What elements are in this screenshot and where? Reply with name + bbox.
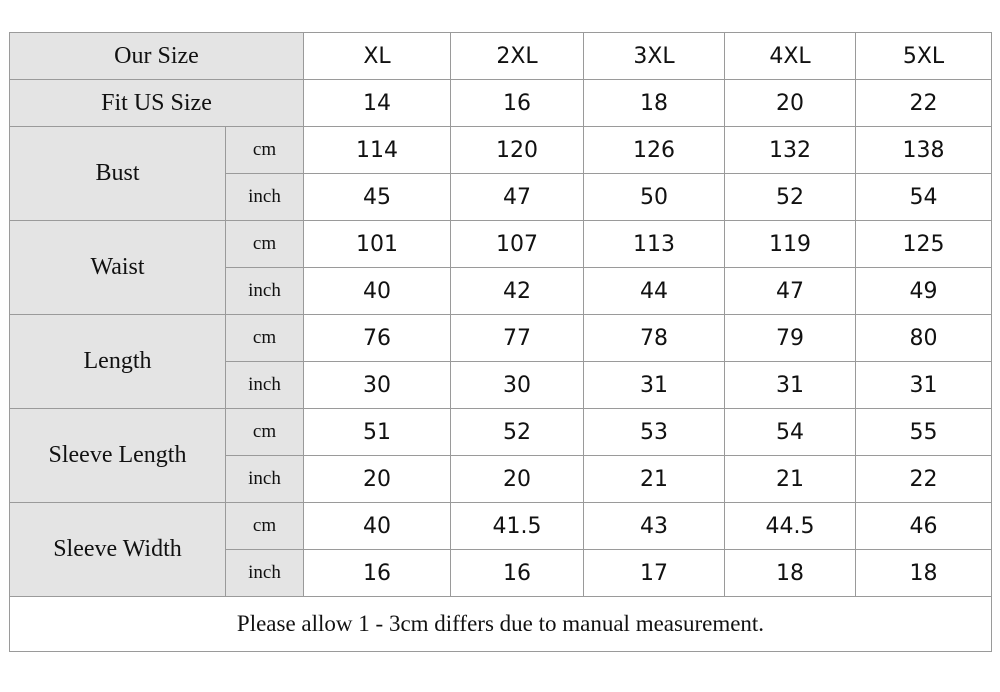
unit-label: inch (226, 268, 304, 315)
size-header-cell: 4XL (725, 33, 856, 80)
measurement-value-cell: 52 (451, 409, 584, 456)
measurement-value-cell: 46 (856, 503, 992, 550)
measurement-value-cell: 20 (304, 456, 451, 503)
measurement-value-cell: 51 (304, 409, 451, 456)
measurement-value-cell: 31 (856, 362, 992, 409)
us-size-cell: 14 (304, 80, 451, 127)
measurement-value-cell: 120 (451, 127, 584, 174)
measurement-value-cell: 31 (725, 362, 856, 409)
unit-label: inch (226, 362, 304, 409)
measurement-value-cell: 42 (451, 268, 584, 315)
measurement-value-cell: 43 (584, 503, 725, 550)
measurement-value-cell: 101 (304, 221, 451, 268)
measurement-value-cell: 45 (304, 174, 451, 221)
measurement-value-cell: 80 (856, 315, 992, 362)
measurement-value-cell: 21 (725, 456, 856, 503)
measurement-value-cell: 78 (584, 315, 725, 362)
unit-label: cm (226, 221, 304, 268)
measurement-value-cell: 21 (584, 456, 725, 503)
unit-label: cm (226, 127, 304, 174)
measurement-value-cell: 31 (584, 362, 725, 409)
measurement-label: Waist (10, 221, 226, 315)
measurement-value-cell: 76 (304, 315, 451, 362)
measurement-value-cell: 20 (451, 456, 584, 503)
us-size-cell: 22 (856, 80, 992, 127)
size-header-cell: XL (304, 33, 451, 80)
size-header-cell: 5XL (856, 33, 992, 80)
measurement-value-cell: 16 (451, 550, 584, 597)
measurement-value-cell: 18 (725, 550, 856, 597)
measurement-value-cell: 113 (584, 221, 725, 268)
us-size-cell: 18 (584, 80, 725, 127)
measurement-label: Sleeve Length (10, 409, 226, 503)
measurement-value-cell: 79 (725, 315, 856, 362)
measurement-value-cell: 132 (725, 127, 856, 174)
measurement-value-cell: 114 (304, 127, 451, 174)
measurement-label: Bust (10, 127, 226, 221)
measurement-value-cell: 40 (304, 503, 451, 550)
measurement-value-cell: 44 (584, 268, 725, 315)
measurement-value-cell: 30 (451, 362, 584, 409)
unit-label: inch (226, 456, 304, 503)
size-chart-body (10, 33, 992, 597)
us-size-cell: 20 (725, 80, 856, 127)
unit-label: cm (226, 409, 304, 456)
unit-label: cm (226, 315, 304, 362)
measurement-value-cell: 54 (725, 409, 856, 456)
measurement-value-cell: 54 (856, 174, 992, 221)
measurement-value-cell: 119 (725, 221, 856, 268)
size-header-cell: 2XL (451, 33, 584, 80)
measurement-value-cell: 16 (304, 550, 451, 597)
measurement-value-cell: 50 (584, 174, 725, 221)
unit-label: cm (226, 503, 304, 550)
measurement-row (10, 409, 992, 456)
measurement-value-cell: 49 (856, 268, 992, 315)
measurement-value-cell: 17 (584, 550, 725, 597)
header-row (10, 33, 992, 80)
measurement-value-cell: 22 (856, 456, 992, 503)
measurement-value-cell: 47 (725, 268, 856, 315)
measurement-value-cell: 77 (451, 315, 584, 362)
size-header-cell: 3XL (584, 33, 725, 80)
measurement-row (10, 127, 992, 174)
measurement-value-cell: 40 (304, 268, 451, 315)
measurement-value-cell: 53 (584, 409, 725, 456)
measurement-value-cell: 41.5 (451, 503, 584, 550)
measurement-value-cell: 52 (725, 174, 856, 221)
fit-us-size-label: Fit US Size (10, 80, 304, 127)
measurement-value-cell: 125 (856, 221, 992, 268)
us-size-row (10, 80, 992, 127)
us-size-cell: 16 (451, 80, 584, 127)
measurement-note: Please allow 1 - 3cm differs due to manual measurement. (10, 597, 992, 652)
measurement-value-cell: 18 (856, 550, 992, 597)
measurement-value-cell: 138 (856, 127, 992, 174)
size-chart-table (9, 32, 992, 652)
measurement-row (10, 315, 992, 362)
measurement-value-cell: 107 (451, 221, 584, 268)
measurement-row (10, 503, 992, 550)
measurement-row (10, 221, 992, 268)
measurement-value-cell: 47 (451, 174, 584, 221)
our-size-label: Our Size (10, 33, 304, 80)
measurement-value-cell: 44.5 (725, 503, 856, 550)
unit-label: inch (226, 174, 304, 221)
unit-label: inch (226, 550, 304, 597)
measurement-label: Sleeve Width (10, 503, 226, 597)
measurement-value-cell: 30 (304, 362, 451, 409)
measurement-value-cell: 55 (856, 409, 992, 456)
measurement-value-cell: 126 (584, 127, 725, 174)
measurement-label: Length (10, 315, 226, 409)
note-row (10, 597, 992, 652)
